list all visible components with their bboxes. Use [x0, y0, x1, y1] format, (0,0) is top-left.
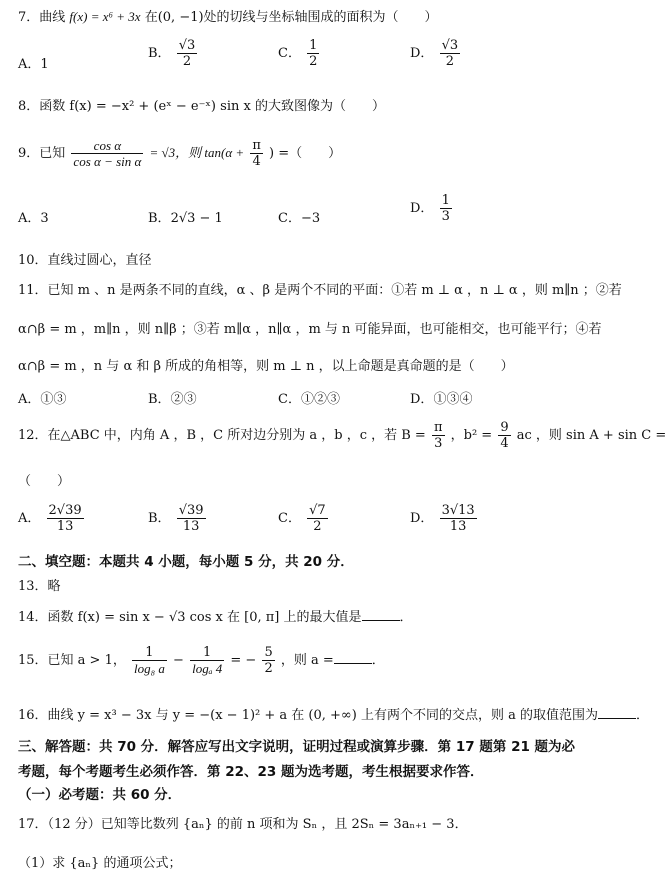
- q12-option-c-fraction: $\frac{√7}{2}$: [309, 503, 326, 534]
- question-11-line-1: 11．已知 m 、n 是两条不同的直线，α 、β 是两个不同的平面：①若 m ⊥ α ，n ⊥ α ，则 m∥n ；②若: [18, 283, 622, 298]
- q7-function: f(x) = x⁶ + 3x: [69, 9, 141, 24]
- question-12-line-1: 12．在△ABC 中，内角 A ，B ，C 所对边分别为 a ，b ，c ，若 B = $\frac{\pi}{3}$ ，b² = $\frac{9}{4}$ ac ，则 sin A + sin C =: [18, 420, 666, 451]
- section-3-heading-line-1: 三、解答题：共 70 分．解答应写出文字说明，证明过程或演算步骤．第 17 题第 21 题为必: [18, 739, 576, 755]
- section-3-subheading: （一）必考题：共 60 分．: [18, 787, 182, 803]
- q15-answer-blank[interactable]: [334, 653, 372, 664]
- q9-pi-over-4: $\frac{\pi}{4}$: [252, 138, 261, 169]
- q14-answer-blank[interactable]: [362, 610, 400, 621]
- q7-option-a[interactable]: A．1: [18, 57, 49, 72]
- q7-option-c-fraction: $\frac{1}{2}$: [309, 38, 318, 69]
- question-10: 10．直线过圆心，直径: [18, 253, 152, 268]
- q9-option-c[interactable]: C．−3: [278, 211, 321, 226]
- q12-option-d[interactable]: D． $\frac{3√13}{13}$: [410, 503, 475, 534]
- question-16: 16．曲线 y = x³ − 3x 与 y = −(x − 1)² + a 在 (0, +∞) 上有两个不同的交点，则 a 的取值范围为 ．: [18, 708, 649, 723]
- q15-fraction-1: $\frac{1}{\text{log₈ a}}$: [134, 645, 165, 676]
- q7-option-d[interactable]: D． $\frac{√3}{2}$: [410, 38, 459, 69]
- q11-option-b[interactable]: B．②③: [148, 392, 197, 407]
- q12-option-b[interactable]: B． $\frac{√39}{13}$: [148, 503, 204, 534]
- q7-option-d-fraction: $\frac{√3}{2}$: [441, 38, 459, 69]
- q11-option-a[interactable]: A．①③: [18, 392, 67, 407]
- section-2-heading: 二、填空题：本题共 4 小题，每小题 5 分，共 20 分．: [18, 554, 354, 570]
- q11-option-c[interactable]: C．①②③: [278, 392, 340, 407]
- question-7: 7．曲线 f(x) = x⁶ + 3x 在(0, −1)处的切线与坐标轴围成的面积为（ ）: [18, 9, 438, 25]
- q12-option-d-fraction: $\frac{3√13}{13}$: [441, 503, 475, 534]
- question-17: 17．（12 分）已知等比数列 {aₙ} 的前 n 项和为 Sₙ ，且 2Sₙ = 3aₙ₊₁ − 3．: [18, 817, 468, 832]
- q7-option-b-fraction: $\frac{√3}{2}$: [178, 38, 196, 69]
- q9-fraction: $\frac{\text{cos α}}{\text{cos α − sin α}}$: [73, 138, 142, 169]
- question-9: 9．已知 $\frac{\text{cos α}}{\text{cos α − sin α}}$ = √3，则 tan(α + $\frac{\pi}{4}$ ) =（ ）: [18, 138, 342, 169]
- question-13: 13．略: [18, 579, 61, 594]
- q12-option-a-fraction: $\frac{2√39}{13}$: [48, 503, 82, 534]
- question-14: 14．函数 f(x) = sin x − √3 cos x 在 [0, π] 上的最大值是 ．: [18, 610, 413, 625]
- q12-pi-over-3: $\frac{\pi}{3}$: [433, 420, 443, 451]
- q9-option-d[interactable]: D． $\frac{1}{3}$: [410, 193, 450, 224]
- question-11-line-2: α∩β = m ，m∥n ，则 n∥β ；③若 m∥α ，n∥α ，m 与 n 可能异面，也可能相交，也可能平行；④若: [18, 322, 602, 337]
- q15-fraction-3: $\frac{5}{2}$: [264, 645, 273, 676]
- q7-option-b[interactable]: B． $\frac{√3}{2}$: [148, 38, 196, 69]
- question-15: 15．已知 a > 1， $\frac{1}{\text{log₈ a}}$ − $\frac{1}{\text{logₐ 4}}$ = − $\frac{5}{2}$ ，则 a = ．: [18, 645, 385, 676]
- q11-option-d[interactable]: D．①③④: [410, 392, 473, 407]
- question-11-line-3: α∩β = m ，n 与 α 和 β 所成的角相等，则 m ⊥ n ，以上命题是真命题的是（ ）: [18, 359, 514, 374]
- q9-option-a[interactable]: A．3: [18, 211, 49, 226]
- q12-option-b-fraction: $\frac{√39}{13}$: [178, 503, 204, 534]
- q16-answer-blank[interactable]: [598, 708, 636, 719]
- q7-option-c[interactable]: C． $\frac{1}{2}$: [278, 38, 318, 69]
- q12-nine-over-four: $\frac{9}{4}$: [500, 420, 509, 451]
- q9-option-d-fraction: $\frac{1}{3}$: [441, 193, 450, 224]
- question-17-part-1: （1）求 {aₙ} 的通项公式；: [18, 856, 182, 871]
- question-12-line-2: （ ）: [18, 474, 71, 489]
- q12-option-c[interactable]: C． $\frac{√7}{2}$: [278, 503, 326, 534]
- q15-fraction-2: $\frac{1}{\text{logₐ 4}}$: [192, 645, 223, 676]
- q12-option-a[interactable]: A． $\frac{2√39}{13}$: [18, 503, 82, 534]
- section-3-heading-line-2: 考题，每个考题考生必须作答．第 22、23 题为选考题，考生根据要求作答．: [18, 764, 484, 780]
- q9-option-b[interactable]: B．2√3 − 1: [148, 211, 223, 226]
- question-8: 8．函数 f(x) = −x² + (eˣ − e⁻ˣ) sin x 的大致图像为（ ）: [18, 99, 385, 114]
